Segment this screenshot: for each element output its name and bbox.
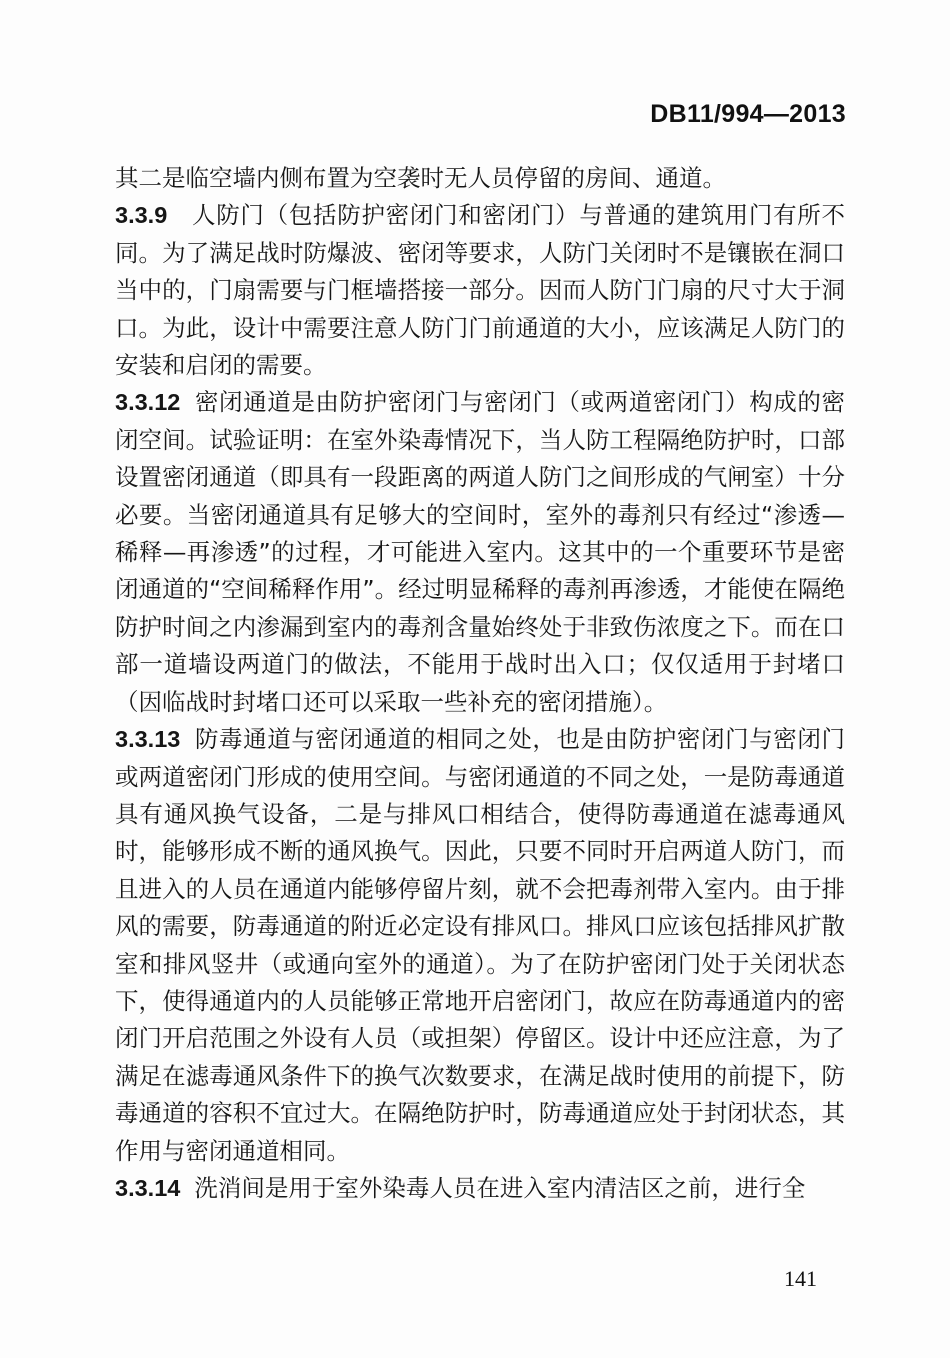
clause-number: 3.3.12 [115,389,181,416]
clause-3-3-13 [115,721,845,1170]
clause-number: 3.3.14 [115,1174,181,1201]
clause-text: 密闭通道是由防护密闭门与密闭门（或两道密闭门）构成的密闭空间。试验证明：在室外染毒情况下，当人防工程隔绝防护时，口部设置密闭通道（即具有一段距离的两道人防门之间形成的气闸室）十分必要。当密闭通道具有足够大的空间时，室外的毒剂只有经过“渗透—稀释—再渗透”的过程，才可能进入室内。这其中的一个重要环节是密闭通道的“空间稀释作用”。经过明显稀释的毒剂再渗透，才能使在隔绝防护时间之内渗漏到室内的毒剂含量始终处于非致伤浓度之下。而在口部一道墙设两道门的做法，不能用于战时出入口；仅仅适用于封堵口（因临战时封堵口还可以采取一些补充的密闭措施）。 [115,388,845,716]
clause-3-3-14 [115,1170,845,1207]
paragraph-text: 其二是临空墙内侧布置为空袭时无人员停留的房间、通道。 [115,164,726,192]
body-text [115,160,845,1207]
paragraph-continuation [115,160,845,197]
clause-text: 洗消间是用于室外染毒人员在进入室内清洁区之前，进行全 [194,1173,806,1202]
document-code-header: DB11/994—2013 [650,100,846,128]
clause-text: 防毒通道与密闭通道的相同之处，也是由防护密闭门与密闭门或两道密闭门形成的使用空间。与密闭通道的不同之处，一是防毒通道具有通风换气设备，二是与排风口相结合，使得防毒通道在滤毒通风时，能够形成不断的通风换气。因此，只要不同时开启两道人防门，而且进入的人员在通道内能够停留片刻，就不会把毒剂带入室内。由于排风的需要，防毒通道的附近必定设有排风口。排风口应该包括排风扩散室和排风竖井（或通向室外的通道）。为了在防护密闭门处于关闭状态下，使得通道内的人员能够正常地开启密闭门，故应在防毒通道内的密闭门开启范围之外设有人员（或担架）停留区。设计中还应注意，为了满足在滤毒通风条件下的换气次数要求，在满足战时使用的前提下，防毒通道的容积不宜过大。在隔绝防护时，防毒通道应处于封闭状态，其作用与密闭通道相同。 [115,725,845,1165]
page-number: 141 [784,1266,817,1291]
clause-number: 3.3.13 [115,726,181,753]
clause-3-3-9 [115,197,845,384]
clause-number: 3.3.9 [115,202,168,229]
clause-3-3-12 [115,384,845,721]
clause-text: 人防门（包括防护密闭门和密闭门）与普通的建筑用门有所不同。为了满足战时防爆波、密闭等要求，人防门关闭时不是镶嵌在洞口当中的，门扇需要与门框墙搭接一部分。因而人防门门扇的尺寸大于洞口。为此，设计中需要注意人防门门前通道的大小，应该满足人防门的安装和启闭的需要。 [115,201,845,380]
